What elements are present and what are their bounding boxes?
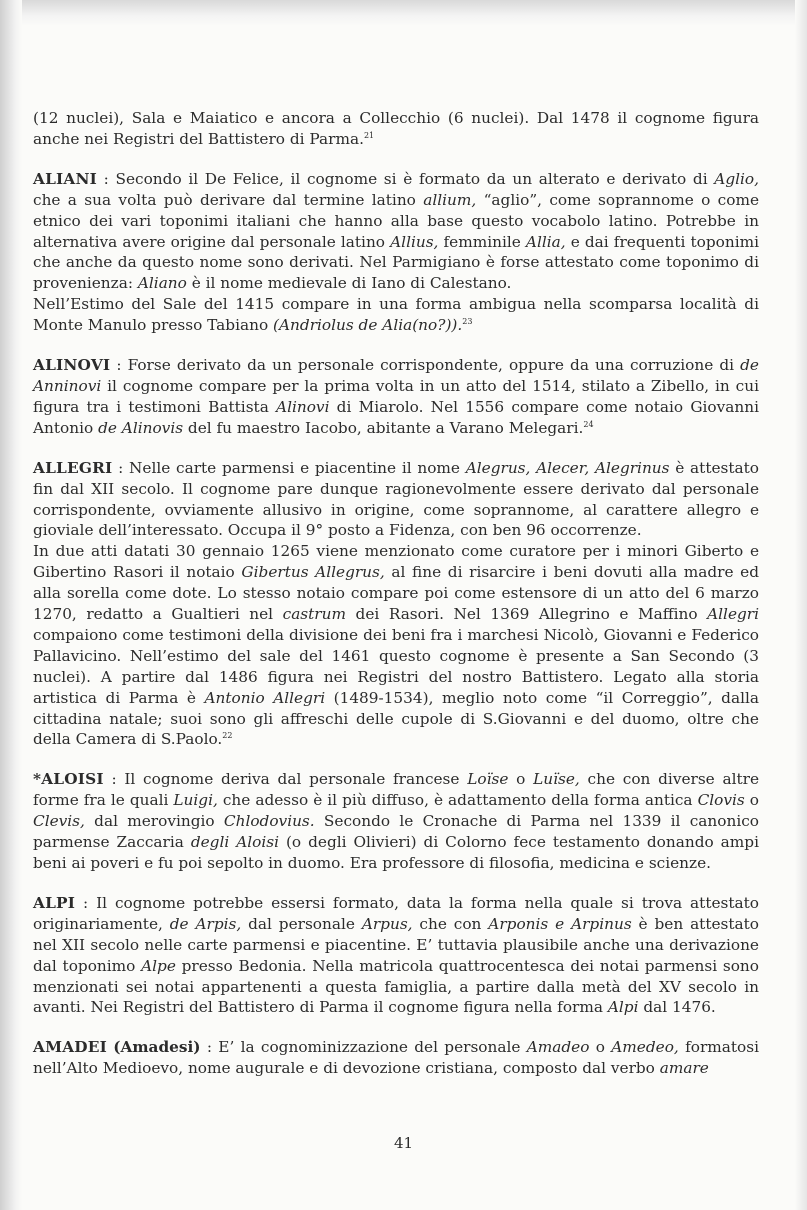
entry-aloisi — [33, 769, 759, 874]
entry-text: : Il cognome potrebbe essersi formato, data la forma nella quale si trova attestato originariamente, — [33, 893, 759, 933]
entry-italic: de Alinovis — [98, 418, 184, 437]
entry-text: o — [508, 770, 534, 789]
entry-headword: ALINOVI — [33, 356, 111, 375]
entry-text: dei Rasori. Nel 1369 Allegrino e Maffino — [345, 605, 708, 624]
entry-italic: Allegri — [707, 605, 759, 624]
footnote-ref: 21 — [363, 130, 375, 140]
entry-italic: degli Aloisi — [190, 833, 279, 852]
entry-text: che a sua volta può derivare dal termine latino — [33, 190, 424, 209]
entry-headword: ALPI — [33, 893, 76, 912]
entry-headword: *ALOISI — [33, 770, 104, 789]
entry-alpi — [33, 893, 759, 1018]
entry-text: che adesso è il più diffuso, è adattamento della forma antica — [217, 791, 698, 810]
entry-italic: Arpus, — [361, 914, 413, 933]
entry-text: formatosi nell’Alto Medioevo, nome augurale e di devozione cristiana, composto dal verbo — [33, 1038, 759, 1078]
entry-italic: Allius, — [390, 232, 439, 251]
entry-text: al fine di risarcire i beni dovuti alla madre ed alla sorella come dote. Lo stesso notaio compare poi come estensore di un atto del 6 marzo 1270, redatto a Gualtieri nel — [33, 563, 759, 624]
entry-italic: Aglio, — [714, 169, 759, 188]
entry-italic: amare — [659, 1059, 709, 1078]
entry-italic: Antonio Allegri — [204, 688, 326, 707]
entry-text: o — [589, 1038, 612, 1057]
entry-text: è attestato fin dal XII secolo. Il cognome pare dunque ragionevolmente essere derivato dal personale corrispondente, ovviamente allusivo in origine, come soprannome, al carattere allegro e gioviale dell’interessato. Occupa il 9° posto a Fidenza, con ben 96 occorrenze. — [33, 458, 759, 540]
intro-text: (12 nuclei), Sala e Maiatico e ancora a Collecchio (6 nuclei). Dal 1478 il cognome figura anche nei Registri del Battistero di Parma. — [33, 109, 759, 148]
entry-text: e dai frequenti toponimi che anche da questo nome sono derivati. Nel Parmigiano è forse attestato come toponimo di provenienza: — [33, 232, 759, 293]
entry-aliani — [33, 169, 759, 294]
entry-headword: ALIANI — [33, 169, 97, 188]
entry-text: dal merovingio — [84, 812, 224, 831]
entry-italic: Chlodovius. — [223, 812, 315, 831]
entry-italic: Amedeo, — [611, 1038, 679, 1057]
page-body — [33, 108, 759, 1079]
entry-text: : Nelle carte parmensi e piacentine il nome — [112, 458, 466, 477]
entry-text: dal personale — [241, 914, 362, 933]
page-number: 41 — [393, 1134, 414, 1152]
entry-text: (1489-1534), meglio noto come “il Correggio”, dalla cittadina natale; suoi sono gli affreschi delle cupole di S.Giovanni e del duomo, oltre che della Camera di S.Paolo. — [33, 688, 759, 749]
scan-shadow-right — [795, 0, 807, 1210]
entry-aliani-continuation — [33, 294, 759, 336]
entry-italic: Luïse, — [533, 770, 580, 789]
entry-text: : E’ la cognominizzazione del personale — [200, 1038, 527, 1057]
entry-text: : Secondo il De Felice, il cognome si è formato da un alterato e derivato di — [97, 169, 715, 188]
entry-amadei — [33, 1037, 759, 1079]
entry-italic: Gibertus Allegrus, — [241, 563, 385, 582]
footnote-ref: 22 — [222, 731, 233, 741]
entry-text: che con — [412, 914, 489, 933]
entry-text: è il nome medievale di Iano di Calestano. — [186, 274, 512, 293]
entry-allegri-continuation — [33, 541, 759, 750]
entry-italic: Amadeo — [526, 1038, 590, 1057]
scan-shadow-left — [0, 0, 22, 1210]
entry-italic: Arponis e Arpinus — [488, 914, 632, 933]
entry-italic: Aliano — [137, 274, 187, 293]
entry-text: : Il cognome deriva dal personale francese — [103, 770, 468, 789]
entry-text: femminile — [438, 232, 526, 251]
entry-italic: allium, — [423, 190, 477, 209]
entry-italic: Allia, — [525, 232, 566, 251]
entry-text: (o degli Olivieri) di Colorno fece testamento donando ampi beni ai poveri e fu poi sepolto in duomo. Era professore di filosofia, medicina e scienze. — [33, 833, 759, 872]
entry-headword: AMADEI — [33, 1038, 107, 1057]
entry-text: dal 1476. — [638, 998, 716, 1017]
entry-headword: ALLEGRI — [33, 458, 113, 477]
entry-alinovi — [33, 355, 759, 439]
entry-text: del fu maestro Iacobo, abitante a Varano Melegari. — [183, 418, 584, 437]
entry-text: è ben attestato nel XII secolo nelle carte parmensi e piacentine. E’ tuttavia plausibile anche una derivazione dal toponimo — [33, 914, 760, 975]
entry-italic: Clovis — [697, 791, 745, 810]
entry-text: che con diverse altre forme fra le quali — [33, 770, 759, 810]
entry-text: compaiono come testimoni della divisione dei beni fra i marchesi Nicolò, Giovanni e Federico Pallavicino. Nell’estimo del sale del 1461 questo cognome è presente a San Secondo (3 nuclei). A partire dal 1486 figura nei Registri del nostro Battistero. Legato alla storia artistica di Parma è — [33, 625, 759, 707]
entry-italic: Alpi — [607, 998, 639, 1017]
entry-allegri — [33, 458, 759, 542]
entry-text: “aglio”, come soprannome o come etnico dei vari toponimi italiani che hanno alla base questo vocabolo latino. Potrebbe in alternativa avere origine dal personale latino — [33, 190, 759, 251]
entry-text: In due atti datati 30 gennaio 1265 viene menzionato come curatore per i minori Giberto e Gibertino Rasori il notaio — [33, 542, 759, 582]
intro-paragraph — [33, 108, 759, 150]
entry-italic: Luigi, — [173, 791, 218, 810]
entry-text: o — [744, 791, 760, 810]
entry-italic: Alpe — [141, 956, 176, 975]
entry-variant: (Amadesi) — [113, 1038, 201, 1057]
entry-italic: Alinovi — [276, 397, 330, 416]
entry-text: presso Bedonia. Nella matricola quattrocentesca dei notai parmensi sono menzionati sei notai appartenenti a questa famiglia, a partire dalla metà del XV secolo in avanti. Nei Registri del Battistero di Parma il cognome figura nella forma — [33, 956, 759, 1017]
scan-shadow-top — [0, 0, 807, 26]
footnote-ref: 23 — [462, 317, 473, 327]
entry-italic: de Anninovi — [33, 356, 759, 395]
entry-italic: de Arpis, — [169, 914, 242, 933]
entry-text: il cognome compare per la prima volta in un atto del 1514, stilato a Zibello, in cui figura tra i testimoni Battista — [33, 376, 759, 416]
entry-text: Secondo le Cronache di Parma nel 1339 il canonico parmense Zaccaria — [33, 812, 759, 852]
entry-italic: Clevis, — [33, 812, 85, 831]
entry-text: : Forse derivato da un personale corrispondente, oppure da una corruzione di — [110, 356, 741, 375]
entry-italic: castrum — [282, 605, 346, 624]
entry-italic: Alegrus, Alecer, Alegrinus — [465, 458, 670, 477]
entry-italic: (Andriolus de Alia(no?)). — [273, 316, 463, 335]
footnote-ref: 24 — [583, 419, 594, 429]
entry-italic: Loïse — [467, 770, 509, 789]
entry-text: di Miarolo. Nel 1556 compare come notaio Giovanni Antonio — [33, 397, 759, 437]
entry-text: Nell’Estimo del Sale del 1415 compare in una forma ambigua nella scomparsa località di Monte Manulo presso Tabiano — [33, 295, 759, 335]
